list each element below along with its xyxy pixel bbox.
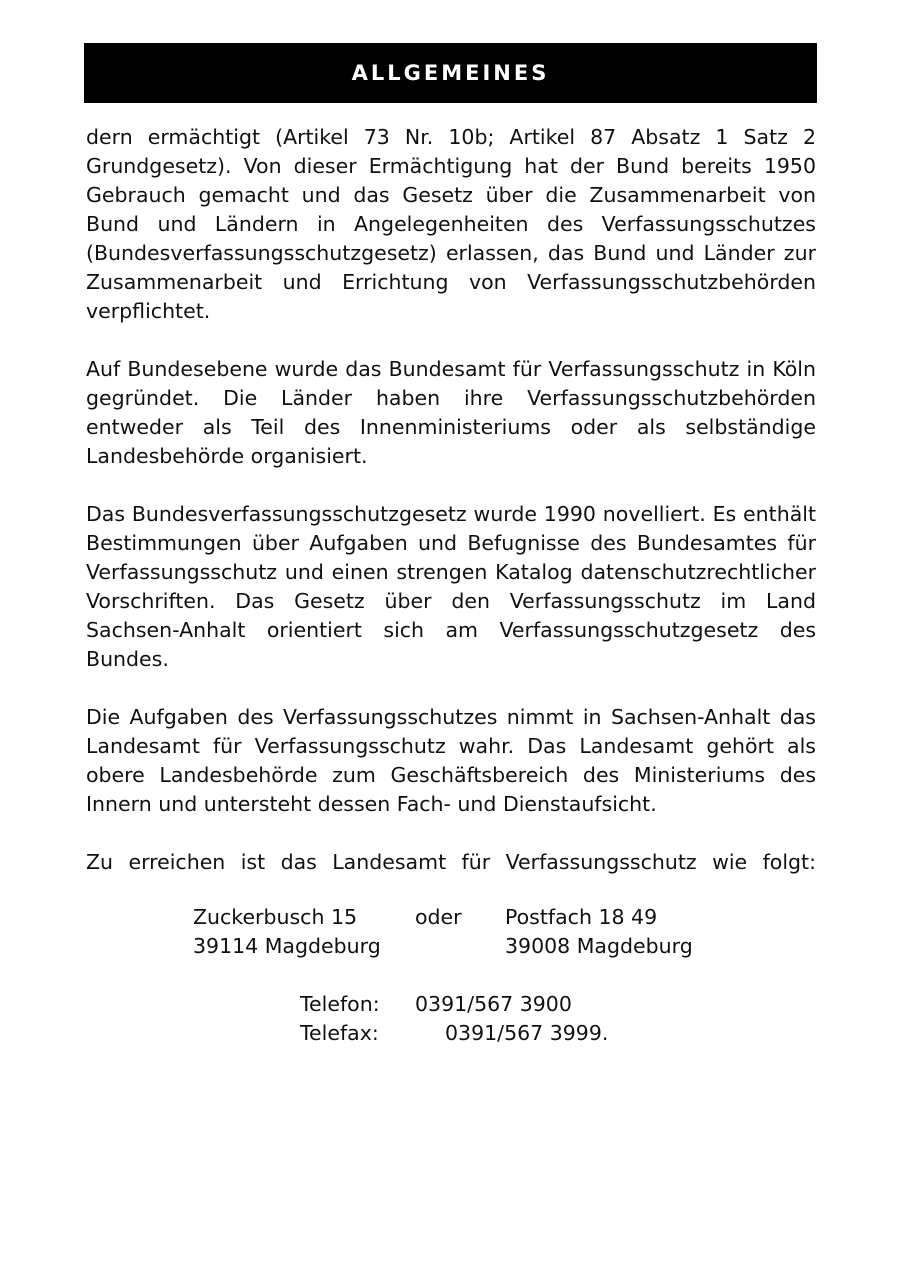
address-connector: oder — [415, 905, 462, 929]
fax-label: Telefax: — [300, 1021, 379, 1045]
body-text — [86, 123, 816, 906]
address-city-right: 39008 Magdeburg — [505, 934, 693, 958]
phone-number: 0391/567 3900 — [415, 992, 572, 1016]
paragraph: Das Bundesverfassungsschutzgesetz wurde 1990 novelliert. Es enthält Bestimmungen über Aufgaben und Befugnisse des Bundesamtes für Verfassungsschutz und einen strengen Katalog datenschutzrechtlicher Vorschriften. Das Gesetz über den Verfassungsschutz im Land Sachsen-Anhalt orientiert sich am Verfassungsschutzgesetz des Bundes. — [86, 502, 816, 671]
address-city-left: 39114 Magdeburg — [193, 934, 381, 958]
section-header — [84, 43, 817, 103]
address-postbox: Postfach 18 49 — [505, 905, 658, 929]
contact-intro: Zu erreichen ist das Landesamt für Verfassungsschutz wie folgt: — [86, 850, 816, 874]
fax-number: 0391/567 3999. — [445, 1021, 609, 1045]
address-street: Zuckerbusch 15 — [193, 905, 358, 929]
paragraph: dern ermächtigt (Artikel 73 Nr. 10b; Artikel 87 Absatz 1 Satz 2 Grundgesetz). Von dieser Ermächtigung hat der Bund bereits 1950 Gebrauch gemacht und das Gesetz über die Zusammenarbeit von Bund und Ländern in Angelegenheiten des Verfassungsschutzes (Bundesverfassungsschutzgesetz) erlassen, das Bund und Länder zur Zusammenarbeit und Errichtung von Verfassungsschutzbehörden verpflichtet. — [86, 125, 816, 323]
paragraph: Auf Bundesebene wurde das Bundesamt für Verfassungsschutz in Köln gegründet. Die Länder haben ihre Verfassungsschutzbehörden entweder als Teil des Innenministeriums oder als selbständige Landesbehörde organisiert. — [86, 357, 816, 468]
section-title: ALLGEMEINES — [351, 61, 550, 85]
phone-label: Telefon: — [300, 992, 380, 1016]
paragraph: Die Aufgaben des Verfassungsschutzes nimmt in Sachsen-Anhalt das Landesamt für Verfassungsschutz wahr. Das Landesamt gehört als obere Landesbehörde zum Geschäftsbereich des Ministeriums des Innern und untersteht dessen Fach- und Dienstaufsicht. — [86, 705, 816, 816]
